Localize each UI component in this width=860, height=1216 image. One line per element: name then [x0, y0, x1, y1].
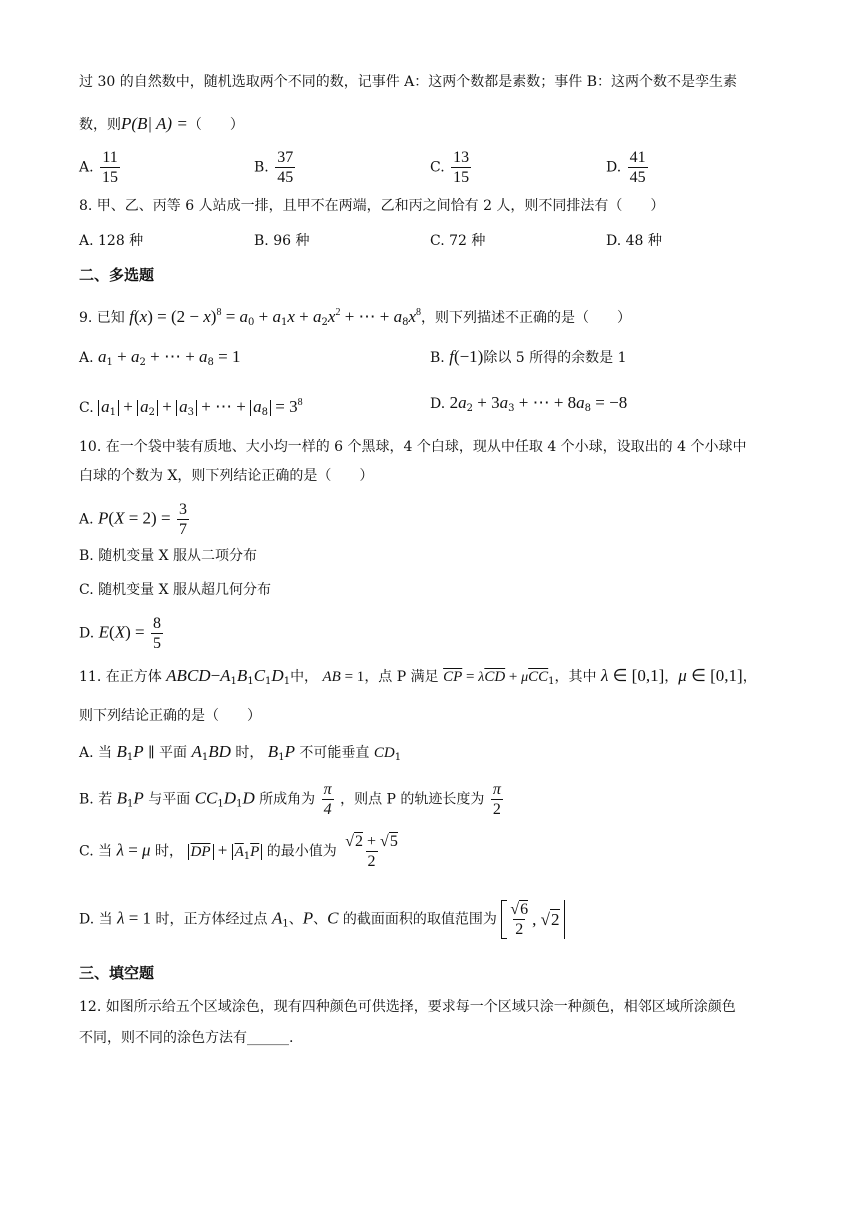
q11-option-d[interactable]: D. 当 λ = 1 时，正方体经过点 $A_1$、P、C 的截面面积的取值范围为 $\frac{√6}{2}$ , √2 — [79, 900, 565, 939]
q9-function: f — [129, 307, 134, 326]
q11-option-a[interactable]: A. 当 $B_1P$ ∥ 平面 $A_1BD$ 时， $B_1P$ 不可能垂直 $CD_1$ — [79, 742, 402, 763]
q7-option-c[interactable]: C. $\frac{13}{15}$ — [430, 149, 470, 186]
q10-line2: 白球的个数为 X，则下列结论正确的是（ ） — [79, 468, 374, 484]
q8-option-a[interactable]: A. 128 种 — [79, 233, 144, 249]
q10-option-a[interactable]: A. P(X = 2) = $\frac{3}{7}$ — [79, 501, 188, 538]
q12-line1: 12. 如图所示给五个区域涂色，现有四种颜色可供选择，要求每一个区域只涂一种颜色，相邻区域所涂颜色 — [79, 999, 736, 1015]
q12-line2: 不同，则不同的涂色方法有______. — [79, 1030, 294, 1046]
q7-expr: P(B| A) = — [121, 114, 188, 133]
section-heading-fill-in: 三、填空题 — [79, 964, 155, 982]
q11-line2: 则下列结论正确的是（ ） — [79, 708, 261, 724]
q7-option-d[interactable]: D. $\frac{41}{45}$ — [606, 149, 646, 186]
q10-option-b[interactable]: B. 随机变量 X 服从二项分布 — [79, 548, 258, 564]
q7-line2: 数，则P(B| A) =（ ） — [79, 114, 244, 133]
q11-option-c[interactable]: C. 当 λ = μ 时， $\overline{DP} + \overline{A}_1\overline{P}$ 的最小值为 $\frac{√2 + √5}{2}$ — [79, 833, 398, 870]
q9-option-c[interactable]: C. $a_1 + a_2 + a_3$ + ⋯ + $a_8 = 3^8$ — [79, 397, 303, 418]
q9-option-d[interactable]: D. $2a_2 + 3a_3$ + ⋯ + $8a_8 = -8$ — [430, 393, 628, 414]
q8-option-b[interactable]: B. 96 种 — [254, 233, 310, 249]
q8-text: 8. 甲、乙、丙等 6 人站成一排，且甲不在两端，乙和丙之间恰有 2 人，则不同排法有（ ） — [79, 198, 665, 214]
q11-stem: 11. 在正方体 $ABCD-A_1B_1C_1D_1$中， AB = 1，点 P 满足 $\overline{CP} = \lambda\overline{CD} + \mu\overline{CC}_1$，其中 λ ∈ [0,1]，μ ∈ [0,1]， — [79, 666, 757, 687]
q10-option-d[interactable]: D. E(X) = $\frac{8}{5}$ — [79, 615, 162, 652]
q7-option-b[interactable]: B. $\frac{37}{45}$ — [254, 149, 294, 186]
q10-line1: 10. 在一个袋中装有质地、大小均一样的 6 个黑球，4 个白球，现从中任取 4 个小球，设取出的 4 个小球中 — [79, 439, 747, 455]
q8-option-c[interactable]: C. 72 种 — [430, 233, 486, 249]
q9-option-a[interactable]: A. $a_1 + a_2$ + ⋯ + $a_8 = 1$ — [79, 347, 241, 368]
q10-option-c[interactable]: C. 随机变量 X 服从超几何分布 — [79, 582, 271, 598]
q7-line1: 过 30 的自然数中，随机选取两个不同的数，记事件 A：这两个数都是素数；事件 B：这两个数不是孪生素 — [79, 74, 738, 90]
q9-option-b[interactable]: B. f(−1)除以 5 所得的余数是 1 — [430, 347, 627, 366]
section-heading-multiple-choice: 二、多选题 — [79, 266, 155, 284]
q8-option-d[interactable]: D. 48 种 — [606, 233, 662, 249]
q11-option-b[interactable]: B. 若 $B_1P$ 与平面 $CC_1D_1D$ 所成角为 $\frac{\pi}{4}$ ，则点 P 的轨迹长度为 $\frac{\pi}{2}$ — [79, 781, 501, 818]
q7-option-a[interactable]: A. $\frac{11}{15}$ — [79, 149, 119, 186]
q9-stem: 9. 已知 $f(x) = (2 - x)^8 = a_0 + a_1x + a_2x^2$ + ⋯ + $a_8x^8$，则下列描述不正确的是（ ） — [79, 307, 632, 328]
